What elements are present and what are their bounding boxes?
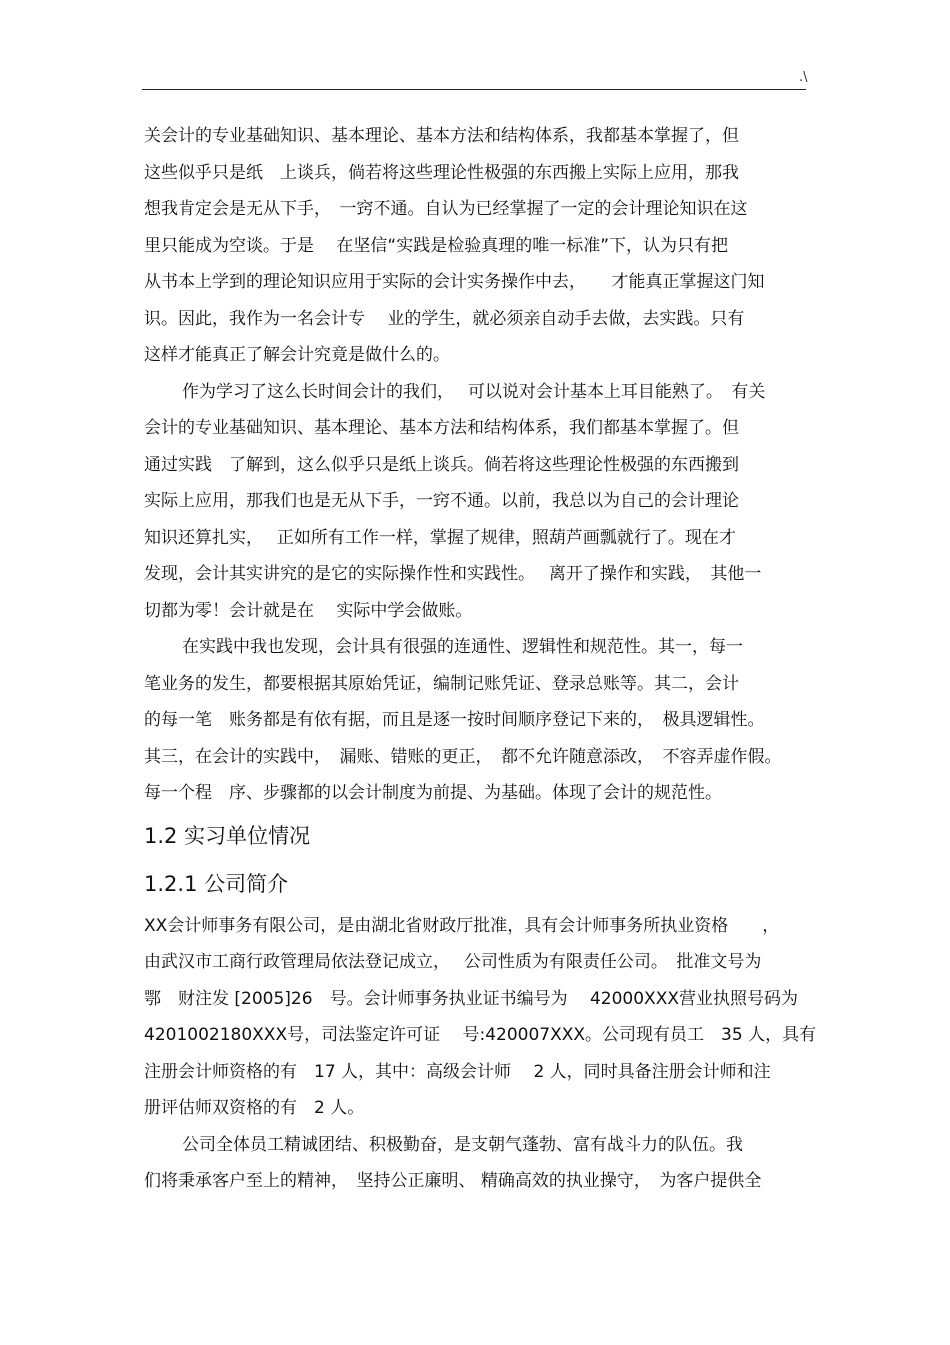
text-line: 的每一笔 账务都是有依有据，而且是逐一按时间顺序登记下来的， 极具逻辑性。 — [144, 710, 765, 730]
text-line: 关会计的专业基础知识、基本理论、基本方法和结构体系，我都基本掌握了，但 — [144, 126, 739, 146]
text-line: 在实践中我也发现，会计具有很强的连通性、逻辑性和规范性。其一，每一 — [182, 637, 743, 657]
section-heading-1-2-1: 1.2.1 公司简介 — [144, 871, 289, 896]
text-line: 想我肯定会是无从下手， 一窍不通。自认为已经掌握了一定的会计理论知识在这 — [144, 199, 748, 219]
text-line: 这样才能真正了解会计究竟是做什么的。 — [144, 345, 450, 365]
text-line: XX会计师事务有限公司，是由湖北省财政厅批准，具有会计师事务所执业资格 ， — [144, 915, 780, 936]
text-line: 通过实践 了解到，这么似乎只是纸上谈兵。倘若将这些理论性极强的东西搬到 — [144, 454, 739, 475]
text-line: 4201002180XXX号，司法鉴定许可证 号:420007XXX。公司现有员工 35 人，具有 — [144, 1025, 817, 1045]
text-line: 发现，会计其实讲究的是它的实际操作性和实践性。 离开了操作和实践， 其他一 — [144, 564, 762, 584]
text-line: 里只能成为空谈。于是 在坚信“实践是检验真理的唯一标准”下，认为只有把 — [144, 235, 729, 256]
text-line: 每一个程 序、步骤都的以会计制度为前提、为基础。体现了会计的规范性。 — [144, 783, 722, 803]
paragraph-2 — [144, 374, 809, 630]
paragraph-5 — [144, 1127, 809, 1200]
text-line: 实际上应用，那我们也是无从下手，一窍不通。以前，我总以为自己的会计理论 — [144, 491, 739, 511]
text-line: 公司全体员工精诚团结、积极勤奋，是支朝气蓬勃、富有战斗力的队伍。我 — [182, 1134, 743, 1155]
text-line: 笔业务的发生，都要根据其原始凭证，编制记账凭证、登录总账等。其二，会计 — [144, 673, 739, 694]
text-line: 其三，在会计的实践中， 漏账、错账的更正， 都不允许随意添改， 不容弄虚作假。 — [144, 746, 782, 767]
paragraph-3 — [144, 629, 809, 812]
text-line: 从书本上学到的理论知识应用于实际的会计实务操作中去， 才能真正掌握这门知 — [144, 272, 765, 292]
text-line: 识。因此，我作为一名会计专 业的学生，就必须亲自动手去做，去实践。只有 — [144, 308, 745, 329]
text-line: 作为学习了这么长时间会计的我们， 可以说对会计基本上耳目能熟了。 有关 — [182, 381, 766, 402]
text-line: 切都为零！会计就是在 实际中学会做账。 — [144, 600, 473, 621]
text-line: 知识还算扎实， 正如所有工作一样，掌握了规律，照葫芦画瓢就行了。现在才 — [144, 527, 736, 548]
paragraph-1 — [144, 118, 809, 374]
document-body — [144, 118, 817, 1200]
page-header-mark: .\ — [799, 70, 808, 85]
text-line: 这些似乎只是纸 上谈兵，倘若将这些理论性极强的东西搬上实际上应用，那我 — [144, 162, 739, 183]
text-line: 会计的专业基础知识、基本理论、基本方法和结构体系，我们都基本掌握了。但 — [144, 418, 739, 438]
text-line: 们将秉承客户至上的精神， 坚持公正廉明、 精确高效的执业操守， 为客户提供全 — [144, 1171, 762, 1191]
paragraph-4 — [144, 908, 817, 1127]
text-line: 鄂 财注发 [2005]26 号。会计师事务执业证书编号为 42000XXX营业执照号码为 — [144, 988, 798, 1009]
text-line: 由武汉市工商行政管理局依法登记成立， 公司性质为有限责任公司。 批准文号为 — [144, 952, 762, 972]
section-heading-1-2: 1.2 实习单位情况 — [144, 823, 311, 848]
header-rule — [142, 89, 806, 90]
text-line: 注册会计师资格的有 17 人，其中：高级会计师 2 人，同时具备注册会计师和注 — [144, 1061, 771, 1082]
text-line: 册评估师双资格的有 2 人。 — [144, 1098, 365, 1118]
